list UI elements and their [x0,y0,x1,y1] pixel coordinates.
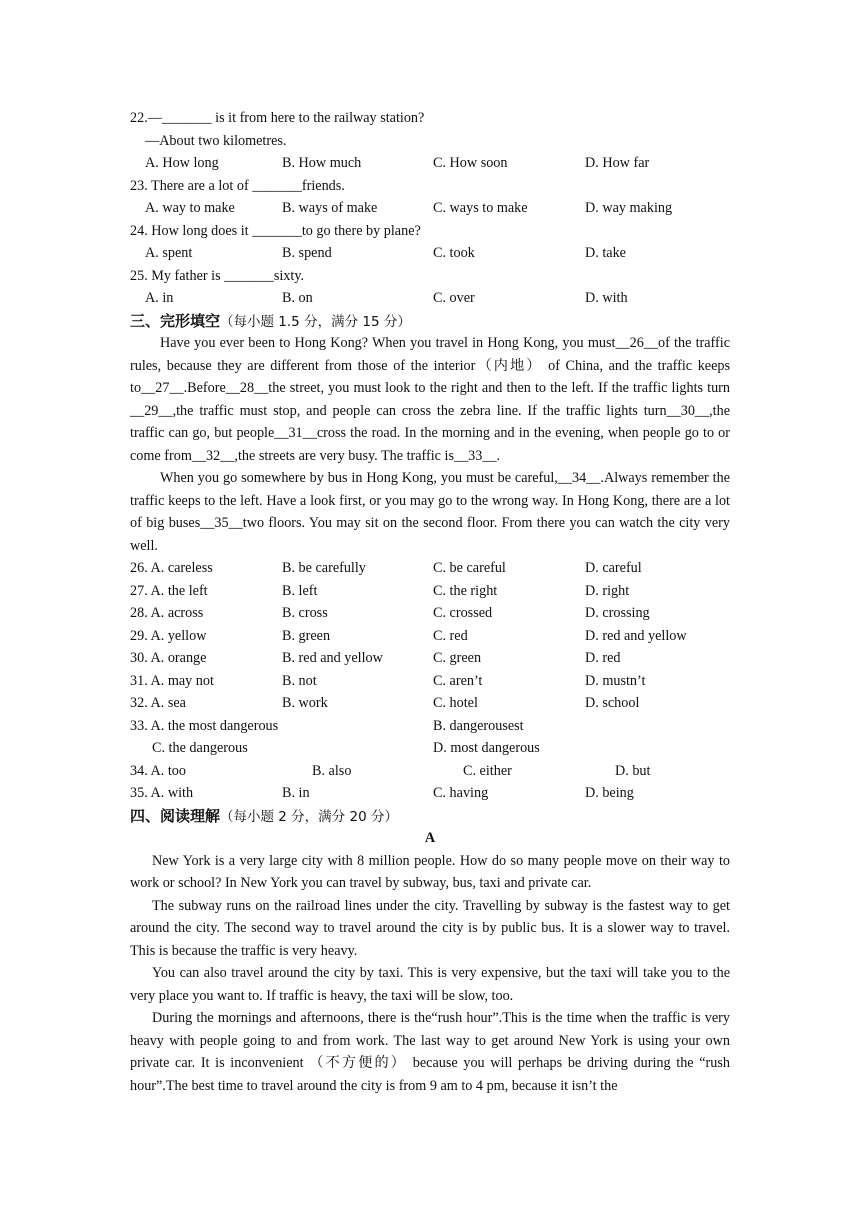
option-c: C. How soon [433,155,508,171]
question-22-options [130,152,730,175]
reading-paragraph-4: During the mornings and afternoons, there is the“rush hour”.This is the time when the traffic is very heavy with people going to and from work. The last way to get around New York is using your own private car. It is inconvenient （不方便的） because you will perhaps be driving during the “rush hour”.The best time to travel around the city is from 9 am to 4 pm, because it isn’t the [130,1010,730,1094]
reading-paragraph-3: You can also travel around the city by taxi. This is very expensive, but the taxi will take you to the very place you want to. If traffic is heavy, the taxi will be slow, too. [130,965,730,1004]
option-d: D. mustn’t [585,672,646,689]
option-b: B. cross [282,605,328,621]
option-d: D. red and yellow [585,627,687,644]
question-24-options [130,242,730,265]
option-b: B. How much [282,155,362,171]
option-a: A. way to make [145,200,235,216]
question-24-stem: 24. How long does it _______to go there by plane? [130,222,421,239]
cloze-options-27 [130,580,730,603]
option-d: D. most dangerous [433,740,540,756]
option-a: 29. A. yellow [130,627,207,644]
cloze-options-31 [130,670,730,693]
option-a: 30. A. orange [130,650,207,666]
option-a: 26. A. careless [130,560,213,576]
option-d: D. school [585,695,640,711]
option-a: A. in [145,290,174,306]
option-d: D. How far [585,155,650,171]
section-4-heading [130,805,730,828]
option-c: C. crossed [433,605,493,621]
option-c: C. aren’t [433,672,483,689]
option-a: A. spent [145,245,193,261]
option-b: B. not [282,672,317,689]
option-b: B. left [282,582,318,599]
option-a: A. How long [145,155,219,171]
option-d: D. take [585,245,626,261]
question-23-options [130,197,730,220]
option-a: 33. A. the most dangerous [130,717,279,734]
option-d: D. way making [585,200,673,216]
section-4-note: （每小题 2 分，满分 20 分） [220,808,398,825]
option-d: D. careful [585,560,642,576]
cloze-options-29 [130,625,730,648]
cloze-options-26 [130,557,730,580]
option-b: B. be carefully [282,560,366,576]
section-3-title: 三、完形填空 [130,311,221,330]
option-d: D. crossing [585,605,650,621]
passage-label: A [424,830,436,846]
reading-paragraph-1: New York is a very large city with 8 million people. How do so many people move on their way to work or school? In New York you can travel by subway, bus, taxi and private car. [130,852,730,891]
option-b: B. also [312,762,352,779]
option-c: C. having [433,785,489,801]
question-22-answer-line: —About two kilometres. [145,132,287,149]
option-a: 31. A. may not [130,672,214,689]
option-d: D. with [585,290,628,306]
cloze-paragraph-1: Have you ever been to Hong Kong? When you travel in Hong Kong, you must__26__of the traffic rules, because they are different from those of the interior（内地） of China, and the traffic keeps to__27__.Before__28__the street, you must look to the right and then to the left. If the traffic lights turn __29__,the traffic must stop, and people can cross the zebra line. If the traffic lights turn__30__,the traffic can go, but people__31__cross the road. In the morning and in the evening, when people go to or come from__32__,the streets are very busy. The traffic is__33__. [130,335,730,464]
cloze-options-28 [130,602,730,625]
option-c: C. the right [433,582,498,599]
cloze-options-30 [130,647,730,670]
option-a: 27. A. the left [130,582,208,599]
question-23-stem: 23. There are a lot of _______friends. [130,177,345,194]
section-3-heading [130,310,730,333]
option-c: C. either [463,762,512,779]
option-a: 34. A. too [130,762,186,779]
question-22-stem: 22.—_______ is it from here to the railway station? [130,110,425,126]
cloze-options-34 [130,760,730,783]
option-d: D. but [615,762,651,779]
option-d: D. red [585,650,621,666]
option-c: C. the dangerous [152,740,248,756]
question-25-stem: 25. My father is _______sixty. [130,267,305,284]
option-d: D. right [585,582,630,599]
option-c: C. be careful [433,560,506,576]
section-3-note: （每小题 1.5 分，满分 15 分） [220,313,411,330]
option-a: 28. A. across [130,605,204,621]
section-4-title: 四、阅读理解 [130,806,221,825]
option-c: C. ways to make [433,200,528,216]
option-a: 32. A. sea [130,695,186,711]
option-a: 35. A. with [130,785,194,801]
cloze-options-33-row-2 [130,737,730,760]
question-25-options [130,287,730,310]
option-c: C. hotel [433,695,478,711]
cloze-options-33-row-1 [130,715,730,738]
option-c: C. over [433,290,475,306]
exam-page [130,107,730,1097]
option-b: B. red and yellow [282,650,383,666]
option-b: B. spend [282,245,332,261]
reading-paragraph-2: The subway runs on the railroad lines under the city. Travelling by subway is the fastest way to get around the city. The second way to travel around the city is by public bus. It is a slower way to travel. This is because the traffic is very heavy. [130,897,730,959]
option-c: C. green [433,650,482,666]
cloze-options-35 [130,782,730,805]
option-b: B. ways of make [282,200,378,216]
option-b: B. green [282,627,331,644]
option-c: C. took [433,245,475,261]
option-b: B. on [282,290,313,306]
option-d: D. being [585,785,634,801]
option-c: C. red [433,627,468,644]
option-b: B. in [282,785,310,801]
cloze-options-32 [130,692,730,715]
cloze-paragraph-2: When you go somewhere by bus in Hong Kong, you must be careful,__34__.Always remember the traffic keeps to the left. Have a look first, or you may go to the wrong way. In Hong Kong, there are a lot of big buses__35__two floors. You may sit on the second floor. From there you can watch the city very well. [130,470,730,554]
option-b: B. work [282,695,328,711]
option-b: B. dangerousest [433,717,524,734]
